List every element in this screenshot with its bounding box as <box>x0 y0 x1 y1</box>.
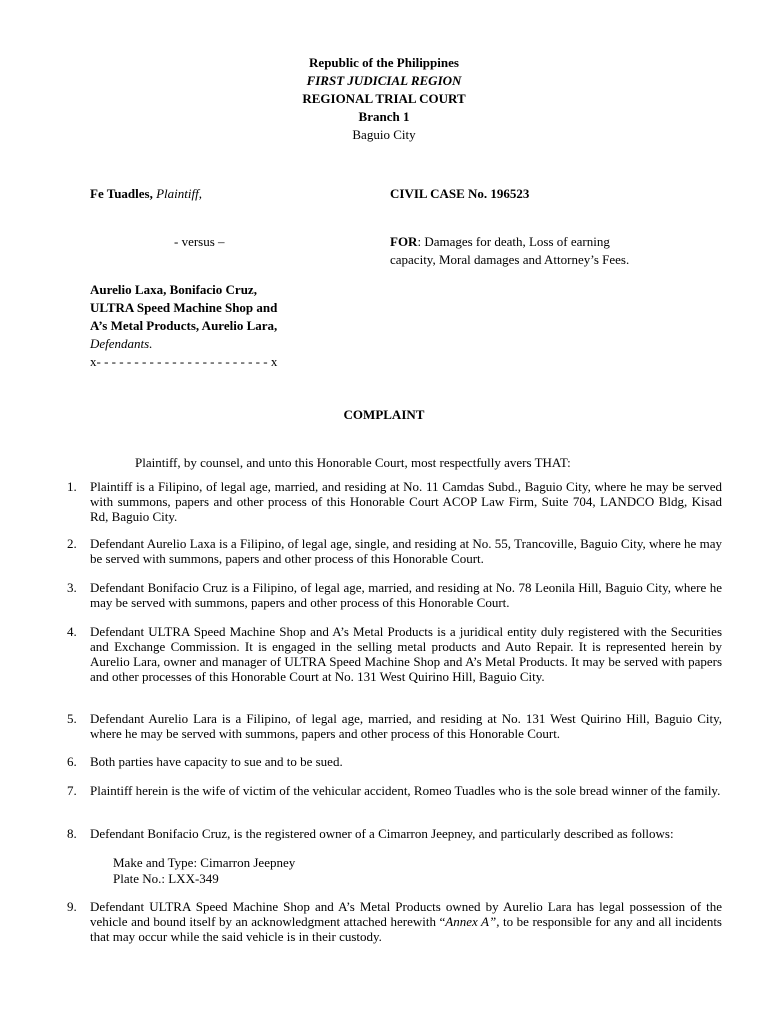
paragraph-text-end: , to be responsible for any and all incidents that may occur while the said vehicle is in their custody. <box>90 914 722 944</box>
paragraph <box>67 580 722 610</box>
paragraph-text: Plaintiff herein is the wife of victim of the vehicular accident, Romeo Tuadles who is the sole bread winner of the family. <box>90 783 721 798</box>
paragraph <box>67 826 722 841</box>
paragraph-number: 1. <box>67 479 77 494</box>
paragraph-number: 7. <box>67 783 77 798</box>
defendants-line: A’s Metal Products, Aurelio Lara, <box>90 318 278 333</box>
city-line: Baguio City <box>352 127 416 142</box>
paragraph-number: 2. <box>67 536 77 551</box>
paragraph-number: 3. <box>67 580 77 595</box>
vehicle-plate: Plate No.: LXX-349 <box>113 871 219 886</box>
paragraph-text: Both parties have capacity to sue and to be sued. <box>90 754 343 769</box>
republic-line: Republic of the Philippines <box>309 55 459 70</box>
plaintiff-line <box>90 185 202 203</box>
defendants-line: Aurelio Laxa, Bonifacio Cruz, <box>90 282 257 297</box>
paragraph <box>67 624 722 684</box>
paragraph-text: Defendant Bonifacio Cruz, is the registered owner of a Cimarron Jeepney, and particularly described as follows: <box>90 826 674 841</box>
paragraph-text: Defendant Aurelio Lara is a Filipino, of legal age, married, and residing at No. 131 West Quirino Hill, Baguio City, where he may be served with summons, papers and other process of this Honorable Court. <box>90 711 722 741</box>
for-label: FOR <box>390 234 418 249</box>
paragraph-text <box>90 899 722 944</box>
defendants-block <box>90 281 277 371</box>
defendants-line: ULTRA Speed Machine Shop and <box>90 300 278 315</box>
paragraph <box>67 899 722 944</box>
case-number: CIVIL CASE No. 196523 <box>390 186 530 201</box>
court-name-line: REGIONAL TRIAL COURT <box>302 91 466 106</box>
paragraph-text: Defendant ULTRA Speed Machine Shop and A’s Metal Products is a juridical entity duly registered with the Securities and Exchange Commission. It is engaged in the selling metal products and Auto Repair. It is represented herein by Aurelio Lara, owner and manager of ULTRA Speed Machine Shop and A’s Metal Products. It may be served with papers and other processes of this Honorable Court at No. 131 West Quirino Hill, Baguio City. <box>90 624 722 684</box>
paragraph <box>67 783 722 798</box>
vehicle-make-type: Make and Type: Cimarron Jeepney <box>113 855 296 870</box>
complaint-intro: Plaintiff, by counsel, and unto this Honorable Court, most respectfully avers THAT: <box>135 455 571 470</box>
paragraph-text: Defendant Bonifacio Cruz is a Filipino, of legal age, married, and residing at No. 78 Leonila Hill, Baguio City, where he may be served with summons, papers and other process of this Honorable Court. <box>90 580 722 610</box>
paragraph-number: 8. <box>67 826 77 841</box>
plaintiff-role: Plaintiff, <box>156 186 202 201</box>
paragraph-number: 5. <box>67 711 77 726</box>
complaint-title: COMPLAINT <box>343 407 425 422</box>
for-line-2: capacity, Moral damages and Attorney’s Fees. <box>390 252 630 267</box>
for-text-1: : Damages for death, Loss of earning <box>417 234 610 249</box>
paragraph-number: 6. <box>67 754 77 769</box>
caption-separator: x- - - - - - - - - - - - - - - - - - - - - - - x <box>90 354 278 369</box>
paragraph <box>67 711 722 741</box>
annex-reference: Annex A” <box>445 914 497 929</box>
plaintiff-name: Fe Tuadles, <box>90 186 153 201</box>
paragraph-number: 9. <box>67 899 77 914</box>
paragraph <box>67 479 722 524</box>
paragraph <box>67 754 722 769</box>
court-header <box>0 54 768 144</box>
paragraph-number: 4. <box>67 624 77 639</box>
paragraph-text-start: Defendant ULTRA Speed Machine Shop and A’s Metal Products owned by Aurelio Lara has legal possession of the vehicle and bound itself by an acknowledgment attached herewith “ <box>90 899 722 929</box>
paragraph <box>67 536 722 566</box>
paragraph-text: Plaintiff is a Filipino, of legal age, married, and residing at No. 11 Camdas Subd., Baguio City, where he may be served with summons, papers and other process of this Honorable Court ACOP Law Firm, Suite 704, LANDCO Bldg, Kisad Rd, Baguio City. <box>90 479 722 524</box>
versus-line: - versus – <box>174 234 225 249</box>
for-line-1 <box>390 233 610 251</box>
branch-line: Branch 1 <box>358 109 410 124</box>
paragraph-text: Defendant Aurelio Laxa is a Filipino, of legal age, single, and residing at No. 55, Trancoville, Baguio City, where he may be served with summons, papers and other process of this Honorable Court. <box>90 536 722 566</box>
judicial-region-line: FIRST JUDICIAL REGION <box>306 73 462 88</box>
vehicle-description <box>113 855 295 887</box>
defendants-role: Defendants. <box>90 336 153 351</box>
